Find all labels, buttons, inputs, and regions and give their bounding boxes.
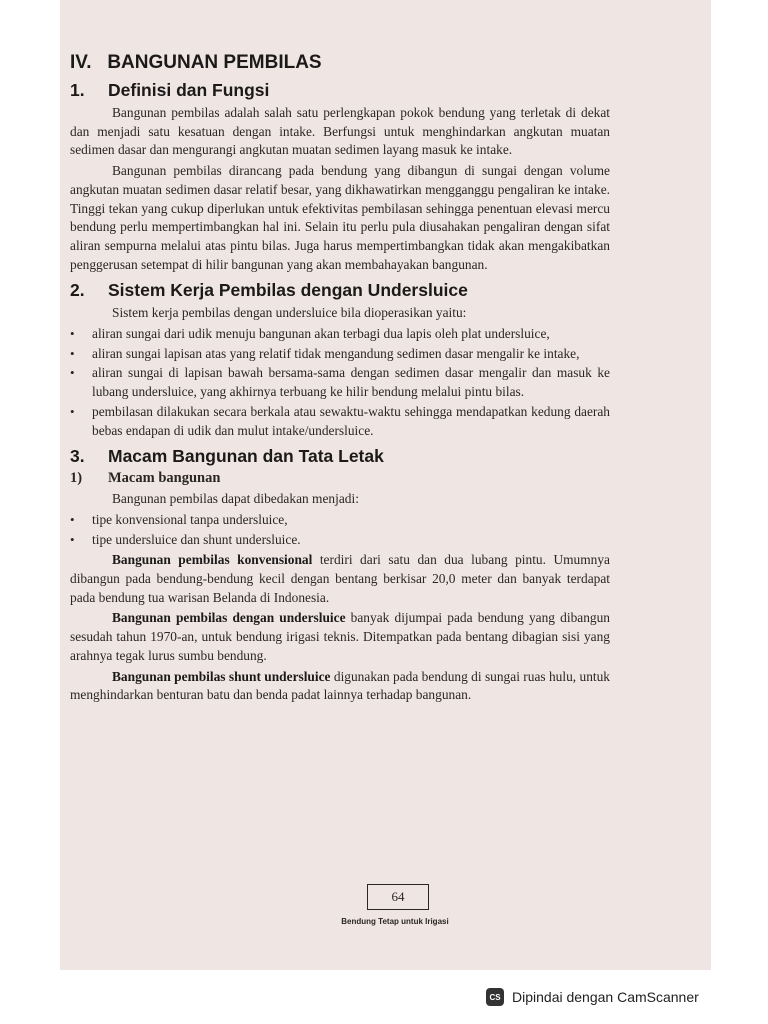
subsection-number: 1) [70,470,83,487]
paragraph-text: banyak dijumpai pada bendung yang dibangun sesudah tahun 1970-an, untuk bendung irigasi teknis. Ditempatkan pada bentang dibagian sisi yang arahnya tegak lurus sumbu bendung. [70,610,610,663]
chapter-title: IV. BANGUNAN PEMBILAS [70,52,322,73]
section-title: Macam Bangunan dan Tata Letak [108,446,384,467]
paragraph-text: digunakan pada bendung di sungai ruas hulu, untuk menghindarkan benturan batu dan benda padat lainnya terhadap bangunan. [70,668,610,703]
list-item: • aliran sungai lapisan atas yang relatif tidak mengandung sedimen dasar mengalir ke intake, [70,345,610,364]
paragraph [70,551,610,607]
camscanner-logo-icon: CS [486,988,504,1006]
subsection-heading [70,470,610,487]
list-item: • pembilasan dilakukan secara berkala atau sewaktu-waktu sehingga mendapatkan kedung daerah bebas endapan di udik dan mulut intake/undersluice. [70,403,610,440]
list-item: • tipe undersluice dan shunt undersluice. [70,531,610,550]
section-3-heading [70,446,610,467]
list-item: • aliran sungai di lapisan bawah bersama-sama dengan sedimen dasar mengalir dan masuk ke lubang undersluice, yang akhirnya terbuang ke hilir bendung melalui pintu bilas. [70,364,610,401]
paragraph [70,668,610,705]
bullet-list [70,511,610,549]
paragraph: Bangunan pembilas dirancang pada bendung yang dibangun di sungai dengan volume angkutan muatan sedimen dasar relatif besar, yang dikhawatirkan mengganggu pengaliran ke intake. Tinggi tekan yang cukup diperlukan untuk efektivitas pembilasan sehingga penentuan elevasi mercu bendung perlu mempertimbangkan hal ini. Selain itu perlu pula diusahakan pengaliran dengan sifat aliran sempurna melalui atas pintu bilas. Juga harus mempertimbangkan tidak akan mengakibatkan penggerusan setempat di hilir bangunan yang akan membahayakan bangunan. [70,163,610,272]
bold-term: Bangunan pembilas dengan undersluice [112,610,346,626]
section-title: Sistem Kerja Pembilas dengan Undersluice [108,280,468,301]
bold-term: Bangunan pembilas konvensional [112,552,313,568]
paragraph [70,609,610,665]
section-number: 3. [70,446,85,467]
section-title: Definisi dan Fungsi [108,80,270,100]
section-1-heading [70,80,610,101]
camscanner-watermark [486,986,699,1008]
running-footer: Bendung Tetap untuk Irigasi [341,917,449,926]
section-number: 2. [70,280,85,301]
list-item: • tipe konvensional tanpa undersluice, [70,511,610,530]
subsection-title: Macam bangunan [108,470,221,487]
document-page [70,52,610,707]
camscanner-label: Dipindai dengan CamScanner [512,989,699,1005]
page-number: 64 [367,884,429,910]
paragraph-text: terdiri dari satu dan dua lubang pintu. Umumnya dibangun pada bendung-bendung kecil dengan bentang berkisar 20,0 meter dan banyak terdapat pada bendung tua warisan Belanda di Indonesia. [70,552,610,605]
section-2-heading [70,280,610,301]
bullet-list [70,325,610,440]
bold-term: Bangunan pembilas shunt undersluice [112,668,331,684]
paragraph: Bangunan pembilas adalah salah satu perlengkapan pokok bendung yang terletak di dekat dan menjadi satu kesatuan dengan intake. Berfungsi untuk menghindarkan angkutan muatan sedimen dasar dan mengurangi angkutan muatan sedimen layang masuk ke intake. [70,105,610,158]
section-number: 1. [70,80,85,100]
list-intro: Sistem kerja pembilas dengan undersluice bila dioperasikan yaitu: [112,305,467,321]
list-intro: Bangunan pembilas dapat dibedakan menjadi: [112,491,359,507]
list-item: • aliran sungai dari udik menuju bangunan akan terbagi dua lapis oleh plat undersluice, [70,325,610,344]
